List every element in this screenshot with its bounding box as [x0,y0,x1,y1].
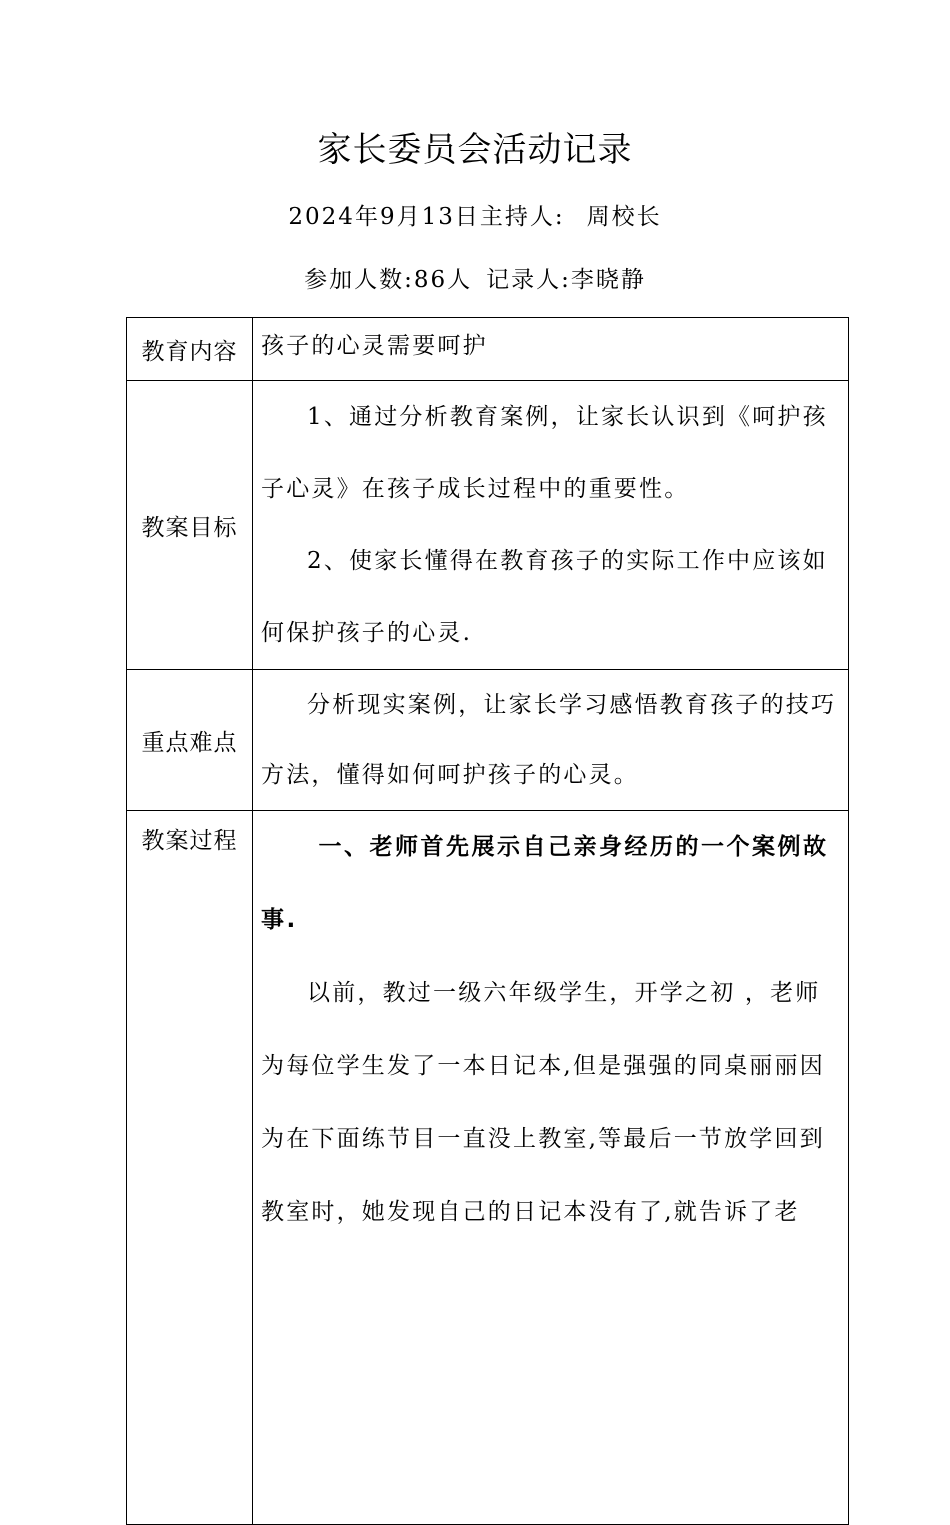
recorder-name: 李晓静 [570,267,646,293]
table-row-lesson-process [127,811,849,1525]
table-row-education-content [127,318,849,381]
content-paragraph: 孩子的心灵需要呵护 [261,333,488,359]
key-points-paragraph: 分析现实案例，让家长学习感悟教育孩子的技巧方法，懂得如何呵护孩子的心灵。 [261,692,837,788]
page-title: 家长委员会活动记录 [317,130,633,170]
host-label: 主持人: [479,204,565,230]
table-row-lesson-objectives [127,381,849,670]
recorder-label: 记录人: [486,267,571,293]
row-label: 教案目标 [127,381,253,670]
process-heading: 一、老师首先展示自己亲身经历的一个案例故事. [261,834,829,933]
row-label: 重点难点 [127,670,253,811]
meeting-date: 2024年9月13日 [288,204,480,230]
row-content [253,670,849,811]
attendees-count: 86人 [413,267,473,293]
objective-paragraph-2: 2、使家长懂得在教育孩子的实际工作中应该如何保护孩子的心灵. [261,548,828,646]
meta-date-host [0,200,950,234]
row-label-text: 教案过程 [141,828,238,854]
host-name: 周校长 [586,204,662,230]
row-label [127,811,253,1525]
row-label: 教育内容 [127,318,253,381]
row-content [253,381,849,670]
process-paragraph: 以前，教过一级六年级学生，开学之初 ，老师为每位学生发了一本日记本,但是强强的同桌丽丽因为在下面练节目一直没上教室,等最后一节放学回到教室时，她发现自己的日记本没有了,就告诉了老 [261,980,825,1225]
row-content [253,811,849,1525]
meta-attendance-recorder [0,263,950,297]
objective-paragraph-1: 1、通过分析教育案例，让家长认识到《呵护孩子心灵》在孩子成长过程中的重要性。 [261,404,828,502]
row-content [253,318,849,381]
attendees-label: 参加人数: [304,267,414,293]
table-row-key-points [127,670,849,811]
